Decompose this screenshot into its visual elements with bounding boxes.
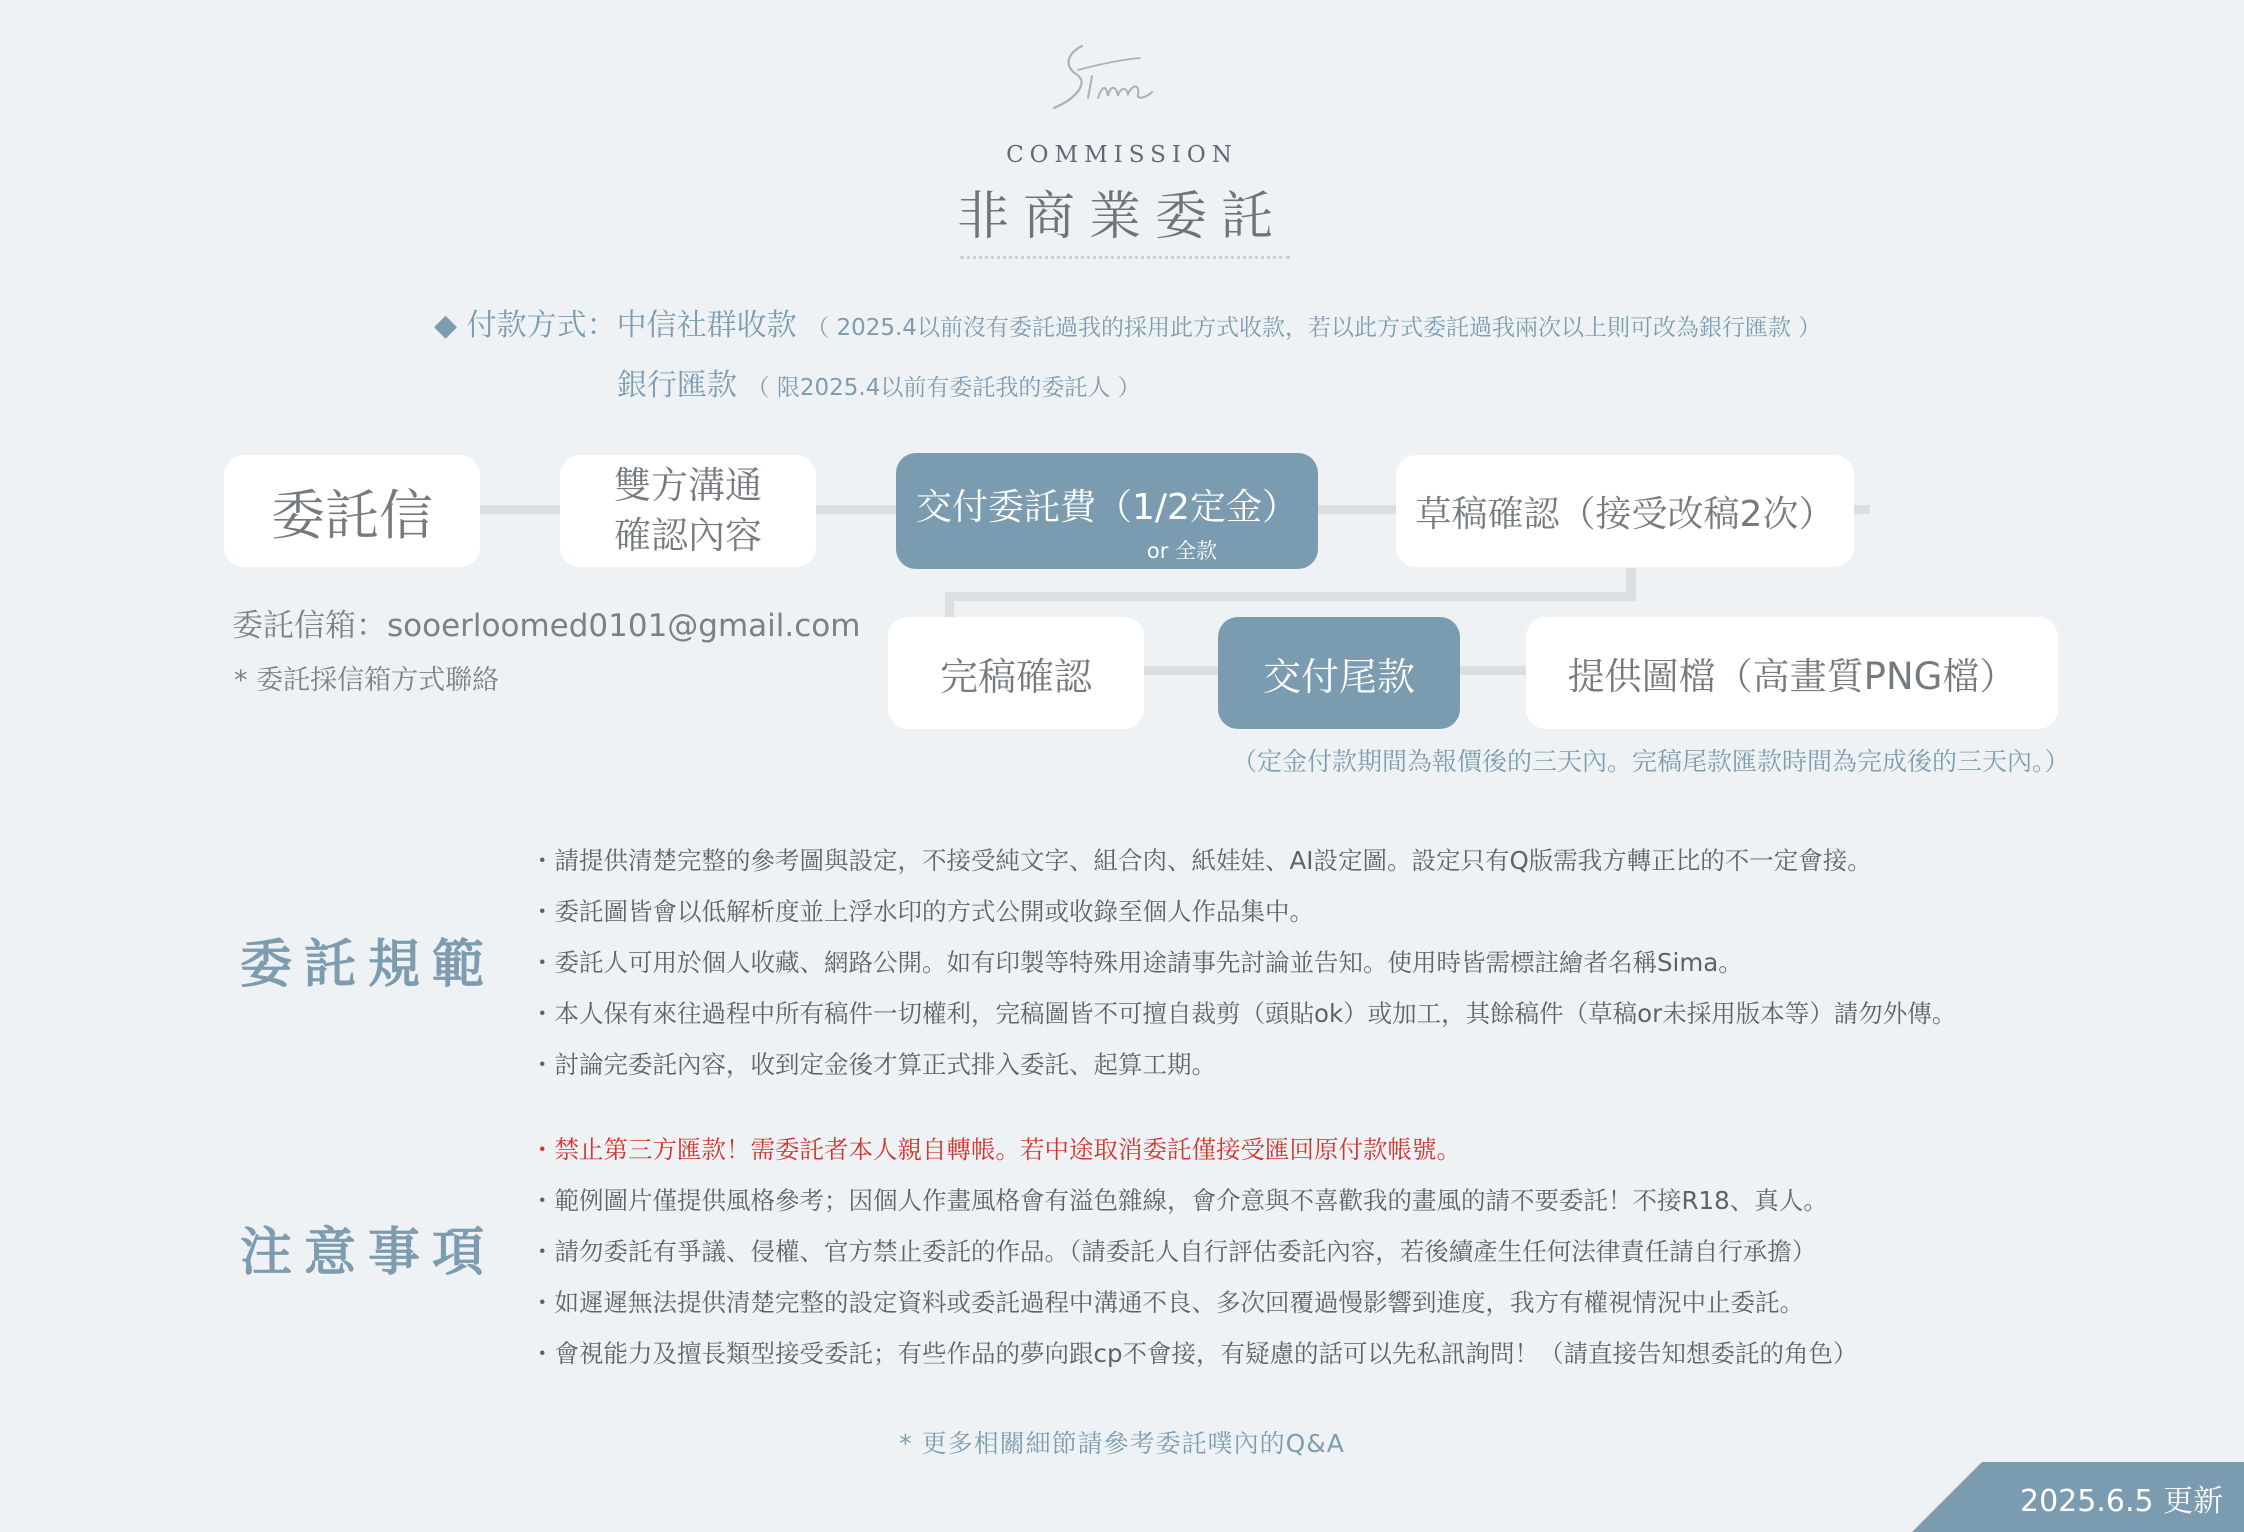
- flow-step-final: [888, 617, 1144, 729]
- payment-label: 付款方式：: [466, 308, 617, 343]
- list-item: ・討論完委託內容，收到定金後才算正式排入委託、起算工期。: [530, 1050, 1216, 1079]
- list-item: ・本人保有來往過程中所有稿件一切權利，完稿圖皆不可擅自裁剪（頭貼ok）或加工，其餘稿件（草稿or未採用版本等）請勿外傳。: [530, 999, 1957, 1028]
- flow-step-communicate: [560, 455, 816, 567]
- payment-method-2-note: （ 限2025.4以前有委託我的委託人 ）: [746, 375, 1141, 401]
- signature-logo: [1040, 34, 1190, 124]
- payment-method-1: 中信社群收款: [616, 308, 797, 343]
- flow-step-label: 委託信: [271, 483, 433, 547]
- flow-step-label: 確認內容: [614, 514, 762, 557]
- flow-step-commission-letter: [224, 455, 480, 567]
- list-item: ・如遲遲無法提供清楚完整的設定資料或委託過程中溝通不良、多次回覆過慢影響到進度，我方有權視情況中止委託。: [530, 1288, 1804, 1317]
- flow-step-deliver: [1526, 617, 2058, 729]
- connector-line: [945, 592, 1636, 601]
- list-item: ・範例圖片僅提供風格參考；因個人作畫風格會有溢色雜線，會介意與不喜歡我的畫風的請不要委託！不接R18、真人。: [530, 1186, 1828, 1215]
- update-date: 2025.6.5 更新: [2020, 1484, 2224, 1519]
- title-divider: [960, 256, 1290, 259]
- commission-email: 委託信箱：sooerloomed0101@gmail.com: [232, 608, 861, 644]
- list-item: ・委託圖皆會以低解析度並上浮水印的方式公開或收錄至個人作品集中。: [530, 897, 1314, 926]
- flow-step-deposit: [896, 453, 1318, 569]
- flow-step-balance: [1218, 617, 1460, 729]
- payment-row-2: [617, 360, 1141, 404]
- flow-step-label: 交付尾款: [1262, 654, 1415, 699]
- commission-label: COMMISSION: [1006, 142, 1238, 168]
- list-item: ・委託人可用於個人收藏、網路公開。如有印製等特殊用途請事先討論並告知。使用時皆需標註繪者名稱Sima。: [530, 948, 1743, 977]
- diamond-icon: ◆: [434, 308, 467, 343]
- list-item: ・請勿委託有爭議、侵權、官方禁止委託的作品。（請委託人自行評估委託內容，若後續產生任何法律責任請自行承擔）: [530, 1237, 1817, 1266]
- notes-title: 注意事項: [240, 1222, 497, 1283]
- flow-step-label: 雙方溝通: [614, 464, 762, 507]
- flow-step-label: 提供圖檔（高畫質PNG檔）: [1567, 655, 2017, 698]
- rules-title: 委託規範: [240, 934, 497, 995]
- payment-timing-note: （定金付款期間為報價後的三天內。完稿尾款匯款時間為完成後的三天內。）: [1232, 747, 2070, 776]
- notes-list: [530, 1124, 1858, 1379]
- email-note: * 委託採信箱方式聯絡: [234, 665, 500, 696]
- warning-item: ・禁止第三方匯款！需委託者本人親自轉帳。若中途取消委託僅接受匯回原付款帳號。: [530, 1135, 1461, 1164]
- payment-method-1-note: （ 2025.4以前沒有委託過我的採用此方式收款，若以此方式委託過我兩次以上則可改為銀行匯款 ）: [806, 315, 1822, 341]
- flow-step-sublabel: or 全款: [1146, 539, 1218, 563]
- flow-step-label: 草稿確認（接受改稿2次）: [1415, 493, 1835, 535]
- flow-step-label: 完稿確認: [939, 654, 1092, 699]
- page-title: 非商業委託: [956, 187, 1287, 247]
- qa-note: * 更多相關細節請參考委託噗內的Q&A: [899, 1429, 1345, 1458]
- flow-step-sketch: [1396, 455, 1854, 567]
- list-item: ・會視能力及擅長類型接受委託；有些作品的夢向跟cp不會接，有疑慮的話可以先私訊詢問！（請直接告知想委託的角色）: [530, 1339, 1858, 1368]
- payment-method-2: 銀行匯款: [617, 368, 737, 403]
- flow-step-label: 交付委託費（1/2定金）: [916, 486, 1298, 528]
- list-item: ・請提供清楚完整的參考圖與設定，不接受純文字、組合肉、紙娃娃、AI設定圖。設定只有Q版需我方轉正比的不一定會接。: [530, 846, 1872, 875]
- payment-row-1: [434, 300, 1821, 344]
- rules-list: [530, 835, 1956, 1090]
